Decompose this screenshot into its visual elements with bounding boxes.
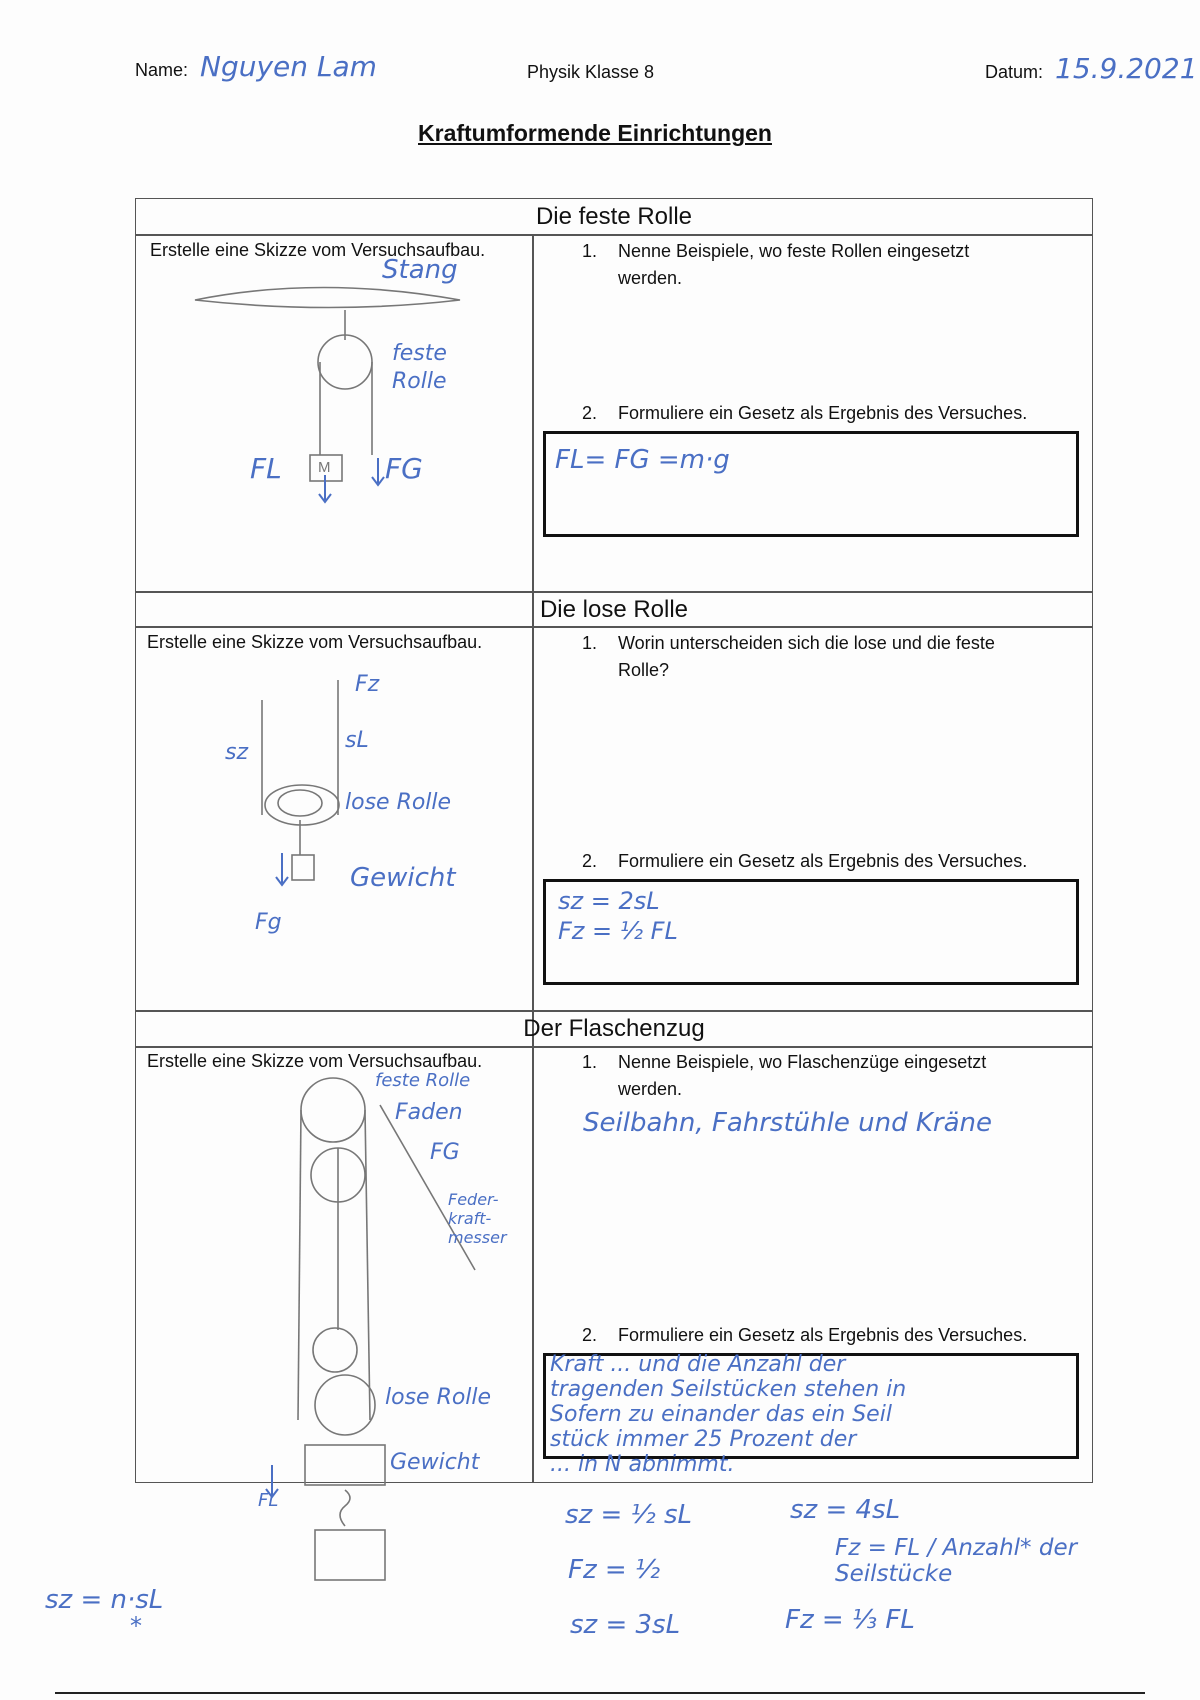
label-sl: sL: [345, 728, 369, 753]
question-1: Worin unterscheiden sich die lose und die feste Rolle?: [618, 633, 995, 680]
label-fz: Fz: [355, 672, 380, 697]
question-2: Formuliere ein Gesetz als Ergebnis des Versuches.: [618, 403, 1028, 423]
note-1b: Fz = ½: [568, 1555, 661, 1585]
date-label: Datum:: [985, 62, 1044, 82]
label-gewicht: Gewicht: [390, 1450, 480, 1475]
question-1: Nenne Beispiele, wo Flaschenzüge eingesetzt werden.: [618, 1052, 987, 1099]
name-value: Nguyen Lam: [200, 50, 377, 83]
question-1-answer: Seilbahn, Fahrstühle und Kräne: [583, 1108, 992, 1138]
label-sz: sz: [225, 740, 249, 765]
question-1: Nenne Beispiele, wo feste Rollen eingesetzt werden.: [618, 241, 970, 288]
label-gewicht: Gewicht: [350, 863, 456, 893]
label-fg: FG: [385, 452, 423, 485]
label-fg: FG: [430, 1140, 460, 1165]
question-2: Formuliere ein Gesetz als Ergebnis des Versuches.: [618, 1325, 1028, 1345]
worksheet-table: [135, 198, 1093, 1483]
answer-text: FL= FG =m·g: [555, 445, 730, 475]
label-m: M: [318, 459, 331, 476]
label-lose-rolle: lose Rolle: [385, 1385, 492, 1410]
note-left-star: *: [130, 1612, 142, 1640]
bottom-rule: [55, 1692, 1145, 1694]
date-value: 15.9.2021: [1055, 52, 1198, 85]
note-left: sz = n·sL: [45, 1585, 164, 1615]
label-faden: Faden: [395, 1100, 463, 1125]
note-1c: sz = 3sL: [570, 1610, 681, 1640]
question-2: Formuliere ein Gesetz als Ergebnis des Versuches.: [618, 851, 1028, 871]
label-fg: Fg: [255, 910, 282, 935]
label-stang: Stang: [382, 255, 458, 285]
sketch-prompt: Erstelle eine Skizze vom Versuchsaufbau.: [147, 1051, 483, 1071]
label-feste-rolle: feste Rolle: [392, 341, 447, 394]
note-2c: Fz = ⅓ FL: [785, 1605, 915, 1635]
name-label: Name:: [135, 60, 189, 80]
label-fl: FL: [250, 452, 282, 485]
sketch-prompt: Erstelle eine Skizze vom Versuchsaufbau.: [150, 240, 486, 260]
column-divider: [532, 234, 534, 1483]
sketch-prompt: Erstelle eine Skizze vom Versuchsaufbau.: [147, 632, 483, 652]
answer-text: Kraft ... und die Anzahl der tragenden Seilstücken stehen in Sofern zu einander das ein Seil stück immer 25 Prozent der ... in N abnimmt.: [550, 1352, 907, 1477]
label-fl: FL: [258, 1490, 279, 1511]
label-feste-rolle: feste Rolle: [375, 1070, 471, 1091]
note-2a: sz = 4sL: [790, 1495, 901, 1525]
section-heading-flaschenzug: Der Flaschenzug: [523, 1015, 705, 1042]
note-1a: sz = ½ sL: [565, 1500, 693, 1530]
section-heading-feste-rolle: Die feste Rolle: [535, 203, 693, 230]
note-2b: Fz = FL / Anzahl* der Seilstücke: [835, 1535, 1078, 1587]
label-lose-rolle: lose Rolle: [345, 790, 452, 815]
label-federkraftmesser: Feder-kraft-messer: [448, 1190, 507, 1247]
section-heading-lose-rolle: Die lose Rolle: [539, 596, 689, 623]
page-title: Kraftumformende Einrichtungen: [418, 120, 772, 146]
answer-text: sz = 2sL Fz = ½ FL: [558, 887, 678, 945]
subject-label: Physik Klasse 8: [527, 62, 655, 82]
